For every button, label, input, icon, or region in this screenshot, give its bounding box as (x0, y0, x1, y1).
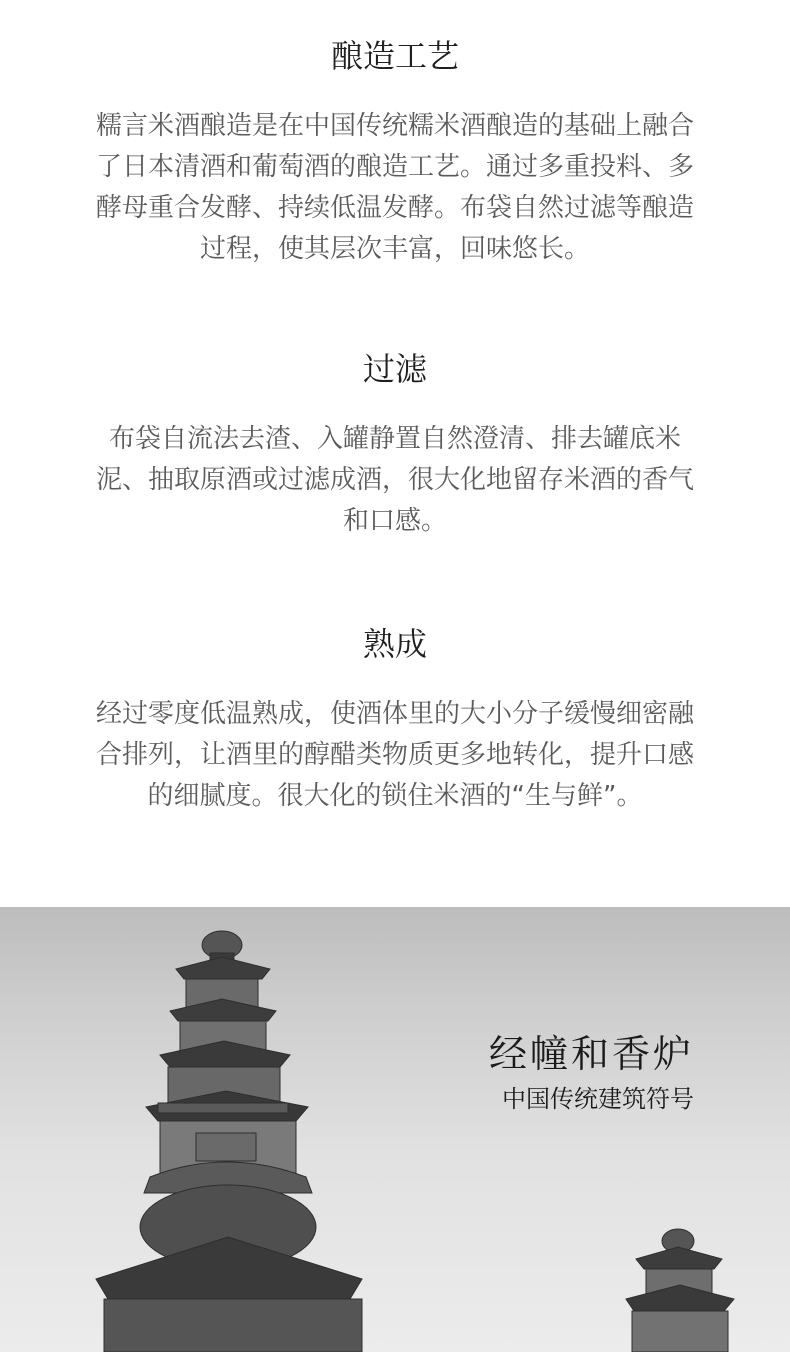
pagoda-banner (0, 907, 790, 1352)
section-title: 熟成 (362, 625, 427, 663)
section-brewing-process (0, 37, 790, 270)
small-pagoda (626, 1229, 734, 1352)
section-body: 经过零度低温熟成，使酒体里的大小分子缓慢细密融合排列，让酒里的醇醋类物质更多地转化，提升口感的细腻度。很大化的锁住米酒的“生与鲜”。 (95, 699, 694, 811)
section-aging (0, 625, 790, 817)
section-body: 糯言米酒酿造是在中国传统糯米酒酿造的基础上融合了日本清酒和葡萄酒的酿造工艺。通过多重投料、多酵母重合发酵、持续低温发酵。布袋自然过滤等酿造过程，使其层次丰富，回味悠长。 (95, 111, 694, 264)
section-body: 布袋自流法去渣、入罐静置自然澄清、排去罐底米泥、抽取原酒或过滤成酒，很大化地留存米酒的香气和口感。 (95, 424, 694, 536)
section-filtration (0, 350, 790, 542)
banner-title: 经幢和香炉 (488, 1032, 694, 1076)
banner-subtitle: 中国传统建筑符号 (502, 1085, 694, 1113)
large-pagoda (96, 931, 362, 1352)
section-title: 过滤 (362, 350, 427, 388)
pagoda-illustration (0, 907, 790, 1352)
section-title: 酿造工艺 (330, 37, 459, 75)
